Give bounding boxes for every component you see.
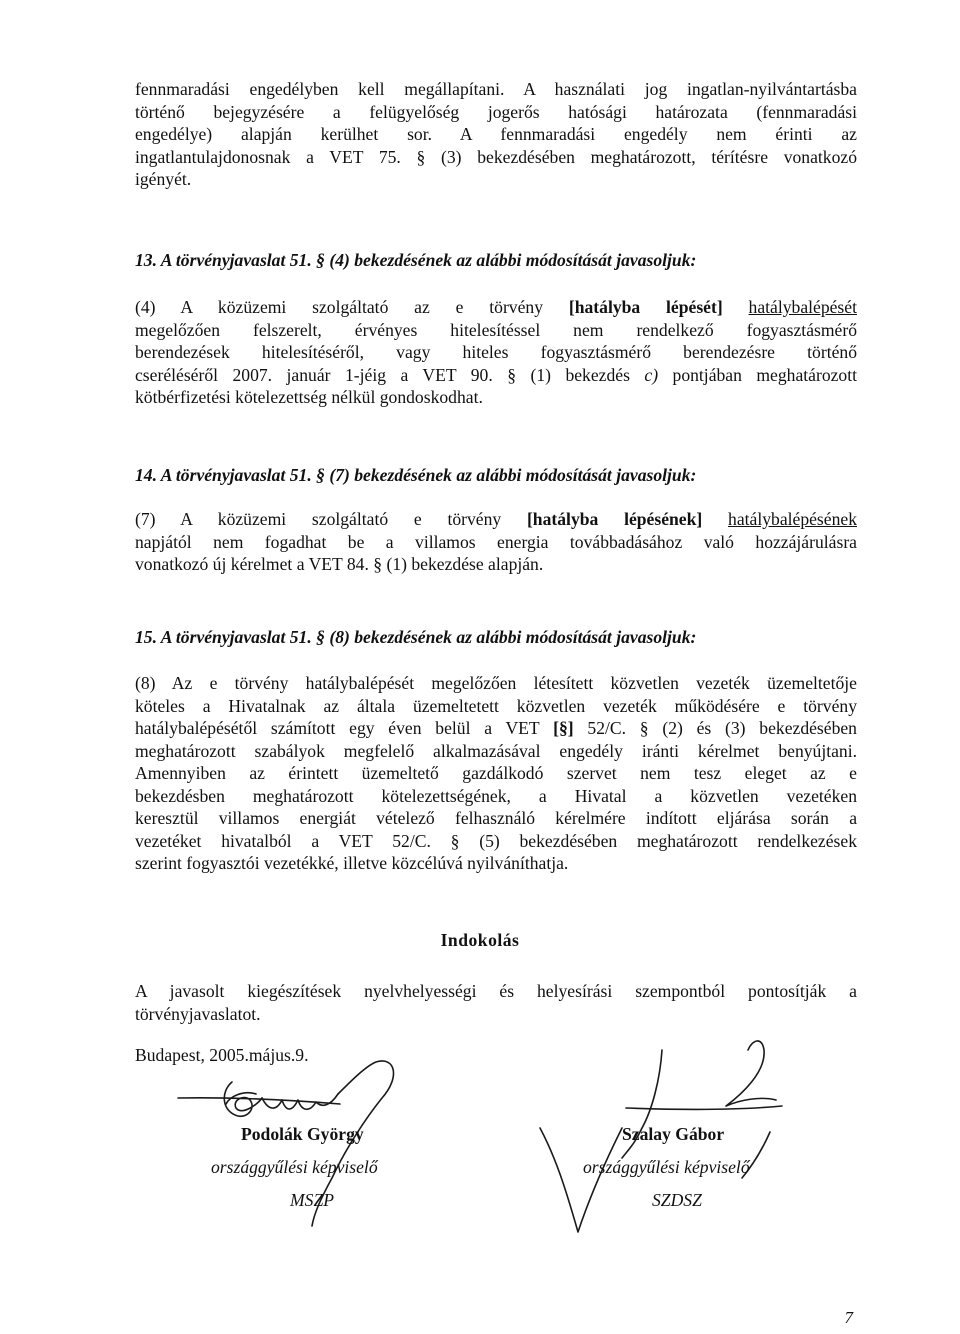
- text-line: meghatározott szabályok megfelelő alkalmazásával engedély iránti kérelmet benyújtani.: [135, 740, 857, 761]
- deleted-text: [hatályba lépésének]: [526, 509, 703, 529]
- text-run: cseréléséről 2007. január 1-jéig a VET 90. § (1) bekezdés: [135, 364, 645, 385]
- text-line: ingatlantulajdonosnak a VET 75. § (3) bekezdésében meghatározott, térítésre vonatkozó: [135, 146, 857, 167]
- page-number: 7: [844, 1308, 853, 1327]
- deleted-text: [hatályba lépését]: [568, 297, 723, 317]
- text-run: pontjában meghatározott: [658, 364, 857, 385]
- text-run: c): [644, 364, 659, 385]
- inserted-text: hatálybalépését: [748, 297, 857, 317]
- text-line: berendezések hitelesítéséről, vagy hiteles fogyasztásmérő berendezésre történő: [135, 342, 857, 362]
- justification-title: Indokolás: [440, 930, 520, 950]
- text-line: napjától nem fogadhat be a villamos energia továbbadásához való hozzájárulásra: [135, 531, 857, 552]
- text-line: (8) Az e törvény hatálybalépését megelőzően létesített közvetlen vezeték üzemeltetője: [135, 673, 857, 693]
- text-line: vezetéket hivatalból a VET 52/C. § (5) bekezdésében meghatározott rendelkezések: [135, 830, 857, 851]
- section-title: A törvényjavaslat 51. § (8) bekezdésének az alábbi módosítását javasoljuk:: [157, 627, 697, 647]
- text-line: engedélye) alapján kerülhet sor. A fennmaradási engedély nem érinti az: [135, 124, 857, 144]
- place-date: Budapest, 2005.május.9.: [135, 1045, 309, 1065]
- text-line: köteles a Hivatalnak az általa üzemeltetett közvetlen vezeték működésére e törvény: [135, 695, 857, 716]
- text-line: A javasolt kiegészítések nyelvhelyességi és helyesírási szempontból pontosítják a: [135, 981, 857, 1001]
- text-run: 52/C. § (2) és (3) bekezdésében: [573, 718, 857, 738]
- text-line: vonatkozó új kérelmet a VET 84. § (1) bekezdése alapján.: [135, 554, 544, 574]
- text-line: fennmaradási engedélyben kell megállapítani. A használati jog ingatlan-nyilvántartásba: [135, 79, 857, 99]
- signatory-role: országgyűlési képviselő: [211, 1157, 378, 1177]
- text-run: (4) A közüzemi szolgáltató az e törvény: [135, 297, 569, 317]
- signatory-role: országgyűlési képviselő: [583, 1157, 750, 1177]
- text-line: igényét.: [135, 169, 192, 189]
- text-line: kötbérfizetési kötelezettség nélkül gondoskodhat.: [135, 387, 483, 407]
- section-number: 13.: [135, 250, 157, 270]
- text-line: megelőzően felszerelt, érvényes hitelesítéssel nem rendelkező fogyasztásmérő: [135, 319, 857, 340]
- text-run: (7) A közüzemi szolgáltató e törvény: [135, 509, 527, 529]
- inserted-text: hatálybalépésének: [728, 509, 857, 529]
- section-number: 14.: [135, 465, 157, 485]
- text-line: történő bejegyzésére a felügyelőség jogerős hatósági határozata (fennmaradási: [135, 101, 857, 122]
- signatory-name: Podolák György: [241, 1124, 364, 1144]
- text-line: Amennyiben az érintett üzemeltető gazdálkodó szervet nem tesz eleget az e: [135, 763, 857, 783]
- text-run: hatálybalépésétől számított egy éven belül a VET: [135, 718, 554, 738]
- text-line: törvényjavaslatot.: [135, 1003, 261, 1024]
- section-number: 15.: [135, 627, 157, 647]
- text-line: keresztül villamos energiát vételező felhasználó kérelmére indított eljárása során a: [135, 808, 857, 828]
- text-line: bekezdésben meghatározott kötelezettségének, a Hivatal a közvetlen vezetéken: [135, 785, 857, 806]
- signatory-party: SZDSZ: [652, 1190, 702, 1210]
- section-title: A törvényjavaslat 51. § (4) bekezdésének az alábbi módosítását javasoljuk:: [157, 250, 697, 270]
- section-title: A törvényjavaslat 51. § (7) bekezdésének az alábbi módosítását javasoljuk:: [157, 465, 697, 485]
- signatory-name: Szalay Gábor: [622, 1124, 725, 1144]
- deleted-text: [§]: [553, 718, 574, 738]
- signatory-party: MSZP: [290, 1190, 334, 1210]
- text-line: szerint fogyasztói vezetékké, illetve közcélúvá nyilváníthatja.: [135, 853, 569, 873]
